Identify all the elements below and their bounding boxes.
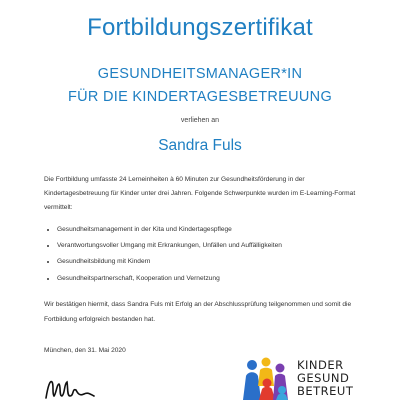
logo-line1: KINDER: [297, 358, 344, 372]
topics-list: [44, 222, 377, 287]
certificate-subtitle-line2: FÜR DIE KINDERTAGESBETREUUNG: [67, 89, 333, 105]
topic-item: • Verantwortungsvoller Umgang mit Erkrankungen, Unfällen und Auffälligkeiten: [57, 238, 377, 254]
certificate-subtitle-line1: GESUNDHEITSMANAGER*IN: [97, 66, 303, 82]
logo-line3: BETREUT: [297, 384, 354, 398]
awarded-to-label: verliehen an: [180, 117, 220, 124]
logo-line2: GESUND: [297, 371, 350, 385]
topic-item: • Gesundheitspartnerschaft, Kooperation und Vernetzung: [57, 271, 377, 287]
closing-paragraph: Wir bestätigen hiermit, dass Sandra Fuls mit Erfolg an der Abschlussprüfung teilgenommen und somit die Fortbildung erfolgreich bestanden hat.: [44, 301, 352, 323]
intro-paragraph: Die Fortbildung umfasste 24 Lerneinheiten à 60 Minuten zur Gesundheitsförderung in der Kindertagesbetreuung für Kinder unter drei Jahren. Folgende Schwerpunkte wurden im E-Learning-Format vermittelt:: [44, 176, 356, 211]
recipient-name: Sandra Fuls: [158, 137, 242, 154]
topic-item: • Gesundheitsbildung mit Kindern: [57, 254, 377, 270]
certificate-title: Fortbildungszertifikat: [87, 14, 313, 41]
topic-item: • Gesundheitsmanagement in der Kita und Kindertagespflege: [57, 222, 377, 238]
kinder-gesund-betreut-logo-icon: [238, 356, 292, 400]
logo-wordmark: [297, 359, 353, 398]
place-date: München, den 31. Mai 2020: [44, 347, 126, 354]
signature-image: [42, 370, 102, 400]
